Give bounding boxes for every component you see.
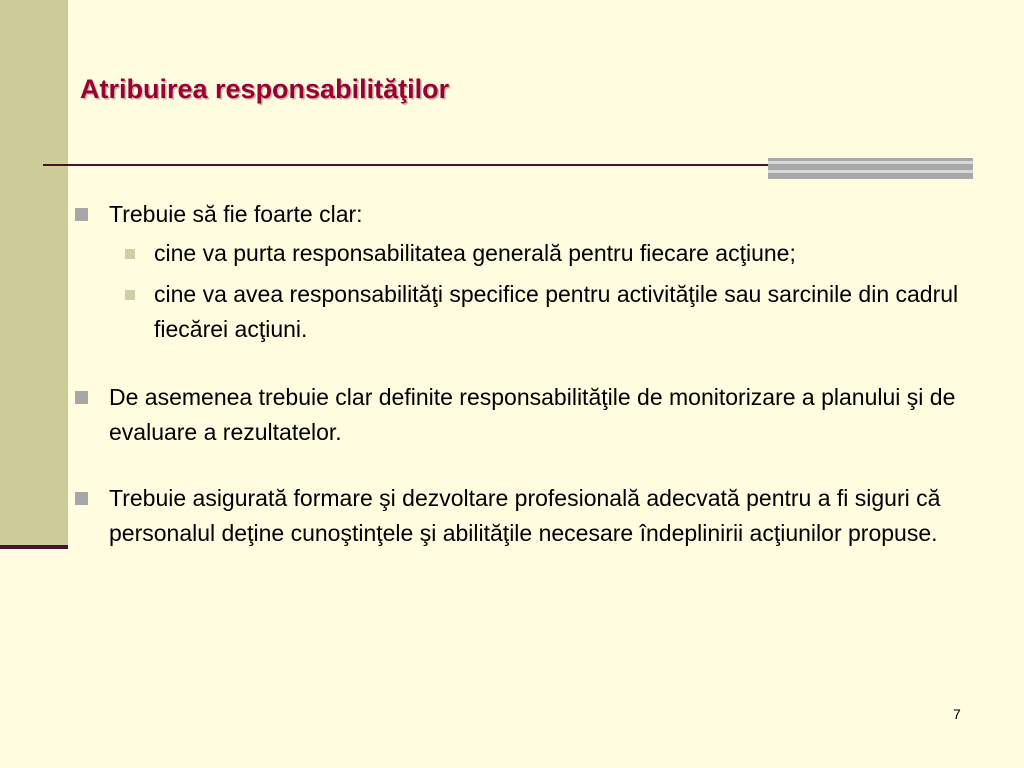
left-decorative-band	[0, 0, 68, 545]
title-divider-line	[43, 164, 813, 166]
sub-bullet-item	[72, 277, 992, 347]
title-divider-bar	[768, 158, 973, 179]
bullet-item	[72, 197, 992, 232]
square-bullet-icon	[75, 492, 88, 505]
bullet-text: De asemenea trebuie clar definite responsabilităţile de monitorizare a planului şi de evaluare a rezultatelor.	[109, 384, 956, 445]
left-band-underline	[0, 545, 68, 549]
sub-bullet-text: cine va purta responsabilitatea generală pentru fiecare acţiune;	[154, 240, 796, 266]
bullet-item	[72, 481, 992, 551]
square-bullet-icon	[75, 391, 88, 404]
sub-bullet-item	[72, 236, 992, 271]
small-square-bullet-icon	[125, 249, 135, 259]
page-number: 7	[953, 706, 961, 722]
bullet-item	[72, 380, 992, 450]
bullet-text: Trebuie să fie foarte clar:	[109, 201, 363, 227]
bullet-text: Trebuie asigurată formare şi dezvoltare profesională adecvată pentru a fi siguri că personalul deţine cunoştinţele şi abilităţile necesare îndeplinirii acţiunilor propuse.	[109, 485, 941, 546]
sub-bullet-text: cine va avea responsabilităţi specifice pentru activităţile sau sarcinile din cadrul fiecărei acţiuni.	[154, 281, 959, 342]
small-square-bullet-icon	[125, 290, 135, 300]
slide-title: Atribuirea responsabilităţilor	[80, 74, 450, 104]
slide-content	[72, 197, 992, 551]
square-bullet-icon	[75, 208, 88, 221]
